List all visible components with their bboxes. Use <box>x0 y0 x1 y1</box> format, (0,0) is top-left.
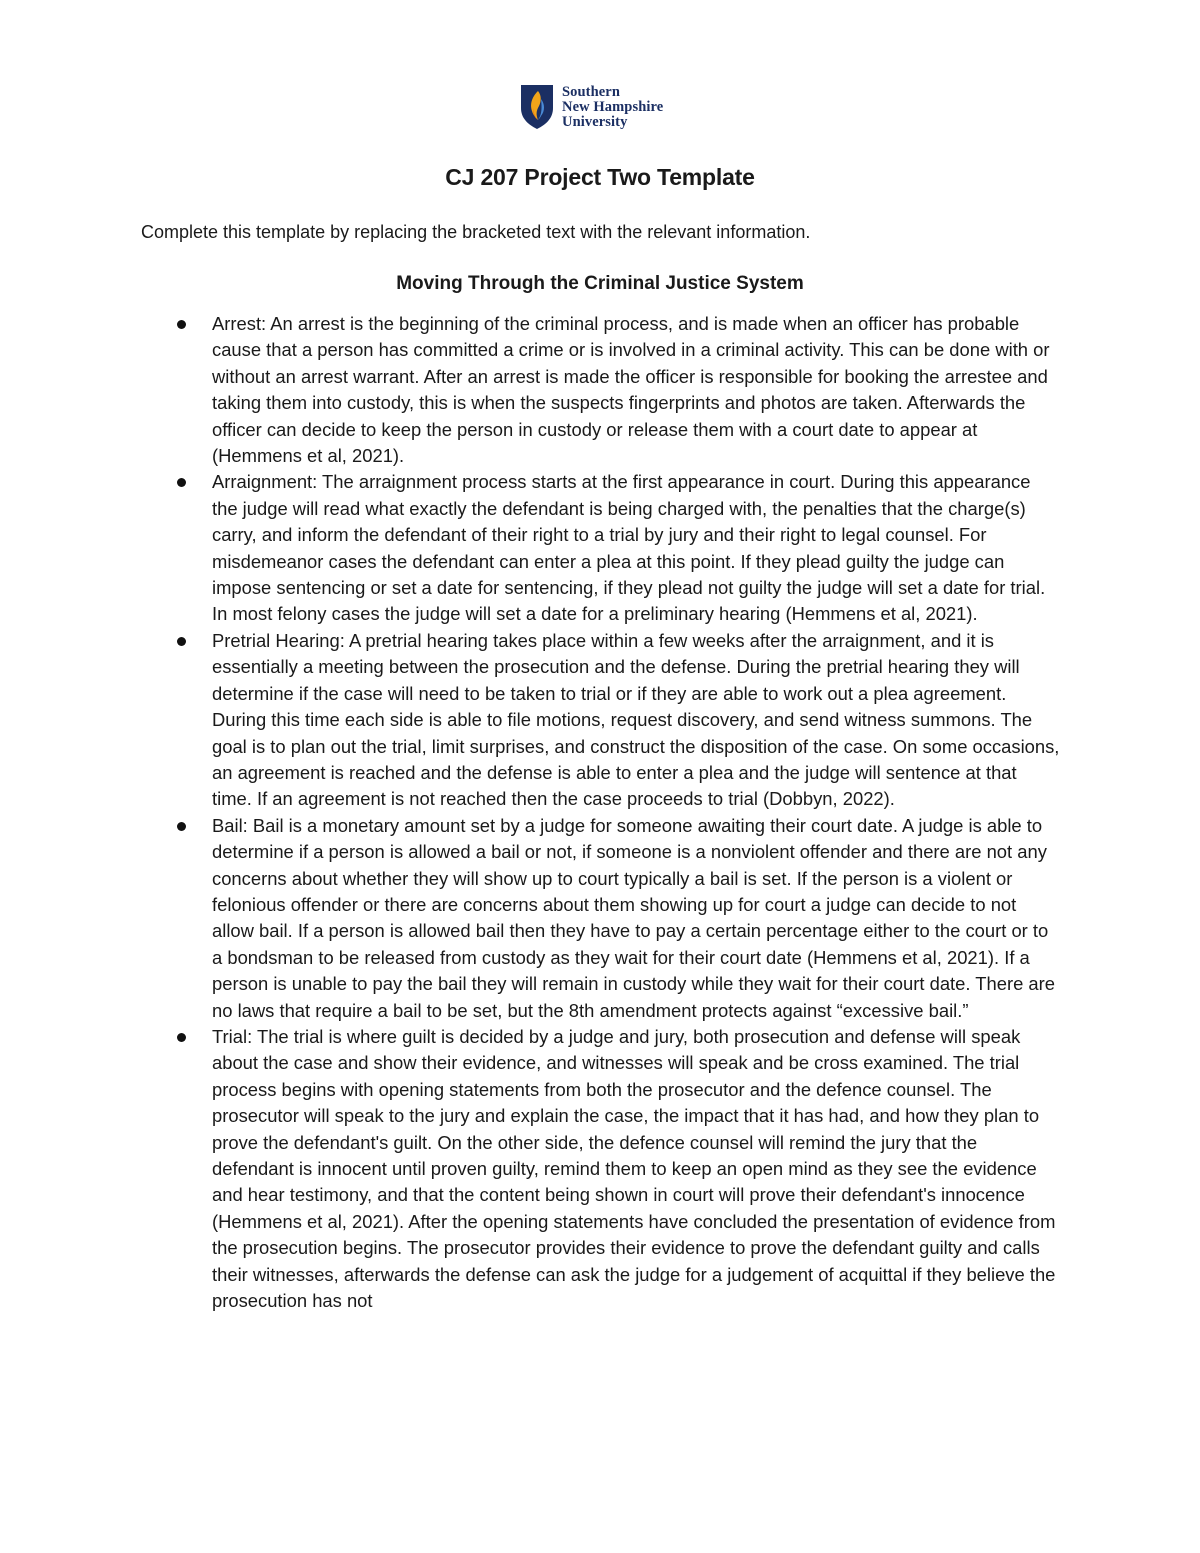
list-item-text: Arraignment: The arraignment process starts at the first appearance in court. During this appearance the judge will read what exactly the defendant is being charged with, the penalties that the charge(s) carry, and inform the defendant of their right to a trial by jury and their right to legal counsel. For misdemeanor cases the defendant can enter a plea at this point. If they plead guilty the judge can impose sentencing or set a date for sentencing, if they plead not guilty the judge will set a date for trial. In most felony cases the judge will set a date for a preliminary hearing (Hemmens et al, 2021). <box>212 471 1046 625</box>
document-title: CJ 207 Project Two Template <box>445 164 755 190</box>
bullet-icon <box>177 637 186 646</box>
bullet-icon <box>177 822 186 831</box>
list-item-arrest <box>141 311 1061 469</box>
list-item-text: Arrest: An arrest is the beginning of the criminal process, and is made when an officer has probable cause that a person has committed a crime or is involved in a criminal activity. This can be done with or without an arrest warrant. After an arrest is made the officer is responsible for booking the arrestee and taking them into custody, this is when the suspects fingerprints and photos are taken. Afterwards the officer can decide to keep the person in custody or release them with a court date to appear at (Hemmens et al, 2021). <box>212 313 1050 467</box>
list-item-trial <box>141 1024 1061 1314</box>
list-item-bail <box>141 813 1061 1024</box>
list-item-pretrial-hearing <box>141 628 1061 813</box>
stages-list <box>141 311 1061 1314</box>
bullet-icon <box>177 320 186 329</box>
list-item-arraignment <box>141 469 1061 627</box>
logo-line-2: New Hampshire <box>562 99 664 115</box>
logo-line-3: University <box>562 114 628 130</box>
university-logo <box>520 84 663 130</box>
list-item-text: Trial: The trial is where guilt is decided by a judge and jury, both prosecution and defense will speak about the case and show their evidence, and witnesses will speak and be cross examined. The trial process begins with opening statements from both the prosecutor and the defence counsel. The prosecutor will speak to the jury and explain the case, the impact that it has had, and how they plan to prove the defendant's guilt. On the other side, the defence counsel will remind the jury that the defendant is innocent until proven guilty, remind them to keep an open mind as they see the evidence and hear testimony, and that the content being shown in court will prove their defendant's innocence (Hemmens et al, 2021). After the opening statements have concluded the presentation of evidence from the prosecution begins. The prosecutor provides their evidence to prove the defendant guilty and calls their witnesses, afterwards the defense can ask the judge for a judgement of acquittal if they believe the prosecution has not <box>212 1025 1056 1312</box>
snhu-flame-shield-icon <box>520 84 554 130</box>
section-heading: Moving Through the Criminal Justice System <box>396 273 804 294</box>
list-item-text: Pretrial Hearing: A pretrial hearing takes place within a few weeks after the arraignment, and it is essentially a meeting between the prosecution and the defense. During the pretrial hearing they will determine if the case will need to be taken to trial or if they are able to work out a plea agreement. During this time each side is able to file motions, request discovery, and send witness summons. The goal is to plan out the trial, limit surprises, and construct the disposition of the case. On some occasions, an agreement is reached and the defense is able to enter a plea and the judge will sentence at that time. If an agreement is not reached then the case proceeds to trial (Dobbyn, 2022). <box>212 629 1060 810</box>
logo-line-1: Southern <box>562 84 621 100</box>
instructions-text: Complete this template by replacing the bracketed text with the relevant information. <box>141 222 811 242</box>
bullet-icon <box>177 478 186 487</box>
bullet-icon <box>177 1033 186 1042</box>
logo-wordmark <box>562 85 663 130</box>
list-item-text: Bail: Bail is a monetary amount set by a judge for someone awaiting their court date. A judge is able to determine if a person is allowed a bail or not, if someone is a nonviolent offender and there are not any concerns about whether they will show up to court typically a bail is set. If the person is a violent or felonious offender or there are concerns about them showing up for court a judge can decide to not allow bail. If a person is allowed bail then they have to pay a certain percentage either to the court or to a bondsman to be released from custody as they wait for their court date (Hemmens et al, 2021). If a person is unable to pay the bail they will remain in custody while they wait for their court date. There are no laws that require a bail to be set, but the 8th amendment protects against “excessive bail.” <box>212 814 1056 1021</box>
